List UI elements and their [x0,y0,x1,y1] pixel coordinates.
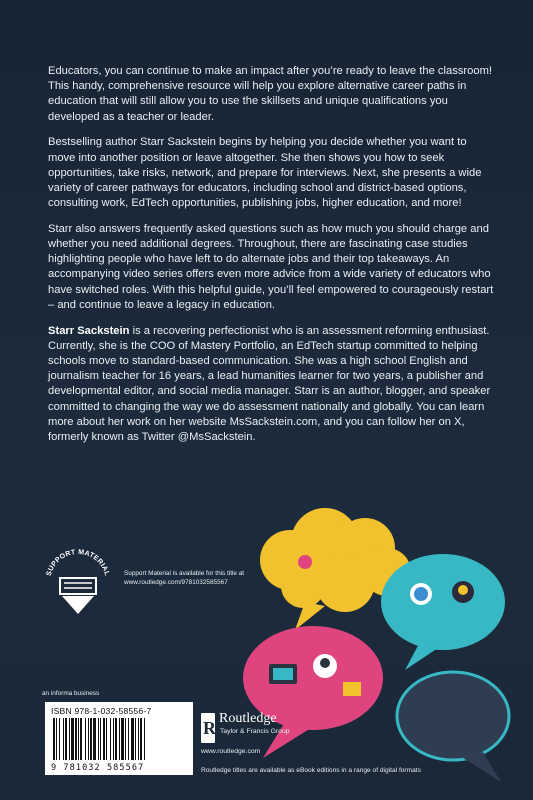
isbn-label: ISBN 978-1-032-58556-7 [51,706,152,716]
author-bio [48,324,496,446]
barcode [51,718,187,763]
book-icon [343,682,361,696]
ebook-note: Routledge titles are available as eBook editions in a range of digital formats [201,767,421,774]
isbn-barcode-box [45,702,193,775]
publisher-group: Taylor & Francis Group [220,728,290,735]
support-badge-text: SUPPORT MATERIAL [45,548,111,577]
blurb-paragraph-2: Bestselling author Starr Sackstein begins by helping you decide whether you want to move into another position or leave altogether. She then shows you how to seek opportunities, take risks, network, and prepare for interviews. Next, she presents a wide variety of career pathways for educators, including school and district-based options, consulting work, EdTech opportunities, publishing jobs, higher education, and more! [48,136,482,210]
dark-speech-bubble [397,672,509,782]
publisher-name: Routledge [219,711,277,726]
blurb-paragraph-3: Starr also answers frequently asked questions such as how much you should charge and whether you need additional degrees. Throughout, there are fascinating case studies highlighting people who have left to do alternate jobs and their top takeaways. An accompanying video series offers even more advice from a wide variety of educators who have switched roles. With this helpful guide, you’ll feel empowered to courageously restart – and continue to leave a legacy in education. [48,222,494,311]
support-url: www.routledge.com/9781032585567 [124,579,228,586]
support-line-1: Support Material is available for this title at [124,570,245,577]
teal-speech-bubble [381,554,505,670]
svg-text:R: R [203,718,215,738]
bubble-icon-red [298,555,312,569]
download-box-icon [60,578,96,594]
author-bio-text: is a recovering perfectionist who is an assessment reforming enthusiast. Currently, she is the COO of Mastery Portfolio, an EdTech startup committed to helping schools move to standard-based communication. She was a high school English and journalism teacher for 16 years, a lead humanities learner for two years, a publisher and developmental editor, and social media manager. Starr is an author, blogger, and speaker committed to changing the way we do assessment nationally and globally. You can learn more about her work on her website MsSackstein.com, and you can follow her on X, formerly known as Twitter @MsSackstein. [48,324,491,443]
pink-speech-bubble [243,626,383,758]
blurb [48,64,496,456]
routledge-logo-icon [201,713,215,743]
blurb-paragraph-1: Educators, you can continue to make an impact after you’re ready to leave the classroom! This handy, comprehensive resource will help you explore alternative career paths in education that will still allow you to use the skillsets and unique qualifications you developed as a teacher or leader. [48,65,493,123]
down-arrow-icon [62,596,94,614]
svg-text:SUPPORT MATERIAL [46,549,111,577]
informa-tagline: an informa business [42,690,100,697]
support-material-badge [42,548,114,618]
author-name: Starr Sackstein [48,324,130,337]
publisher-url: www.routledge.com [201,748,261,755]
speech-bubbles-illustration [225,490,525,790]
barcode-digits: 9 781032 585567 [51,763,145,773]
